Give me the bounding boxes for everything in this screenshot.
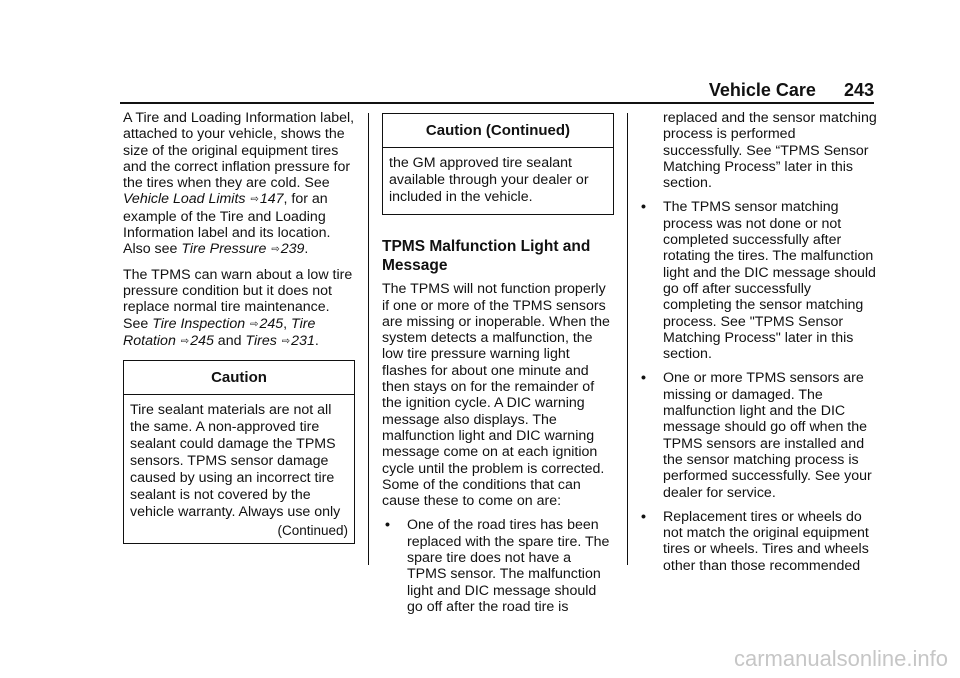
page-ref-arrow-icon: ⇨ — [281, 335, 291, 347]
bullet-list — [638, 199, 878, 574]
page-ref: 147 — [259, 191, 284, 208]
page-header — [709, 80, 874, 101]
bullet-icon: • — [641, 370, 646, 387]
column-3 — [638, 110, 878, 582]
caution-box — [123, 360, 355, 544]
column-2 — [382, 110, 614, 623]
link-tire-pressure[interactable]: Tire Pressure — [181, 241, 267, 258]
watermark: carmanualsonline.info — [733, 646, 948, 671]
column-1 — [123, 110, 355, 544]
page-ref-arrow-icon: ⇨ — [250, 194, 259, 206]
page-ref-arrow-icon: ⇨ — [250, 318, 259, 330]
caution-body: Tire sealant materials are not all the same. A non-approved tire sealant could damage the TPMS sensors. TPMS sensor damage caused by using an incorrect tire sealant is not covered by the vehicle warranty. Always use only (Continued) — [130, 402, 348, 539]
link-tire-inspection[interactable]: Tire Inspection — [152, 315, 246, 332]
bullet-icon: • — [641, 199, 646, 216]
bullet-icon: • — [641, 508, 646, 525]
link-tires[interactable]: Tires — [245, 332, 277, 349]
list-item-continued: replaced and the sensor matching process is performed successfully. See “TPMS Sensor Matching Process” later in this section. — [663, 110, 877, 192]
caution-title: Caution (Continued) — [383, 114, 613, 148]
page-ref: 245 — [259, 315, 284, 332]
list-item: • The TPMS sensor matching process was not done or not completed successfully after rotating the tires. The malfunction light and the DIC message should go off after successfully completing the sensor matching process. See "TPMS Sensor Matching Process" later in this section. — [641, 199, 876, 363]
paragraph: The TPMS can warn about a low tire pressure condition but it does not replace normal tire maintenance. See Tire Inspection ⇨245, Tire Rotation ⇨245 and Tires ⇨231. — [123, 266, 353, 349]
page-ref: 231 — [291, 332, 315, 349]
continued-label: (Continued) — [277, 523, 348, 539]
column-divider — [368, 113, 369, 565]
caution-box-continued — [382, 113, 614, 215]
list-item: • Replacement tires or wheels do not match the original equipment tires or wheels. Tires and wheels other than those recommended — [641, 508, 869, 574]
paragraph: A Tire and Loading Information label, attached to your vehicle, shows the size of the original equipment tires and the correct inflation pressure for the tires when they are cold. See Vehicle Load Limits ⇨147, for an example of the Tire and Loading Information label and its location. Also see Tire Pressure ⇨239. — [123, 110, 355, 258]
bullet-icon: • — [385, 517, 390, 534]
caution-body: the GM approved tire sealant available through your dealer or included in the vehicle. — [389, 155, 589, 206]
list-item: • One or more TPMS sensors are missing or damaged. The malfunction light and the DIC message should go off when the TPMS sensors are installed and the sensor matching process is performed successfully. See your dealer for service. — [641, 370, 872, 501]
section-title: Vehicle Care — [708, 80, 816, 100]
caution-title: Caution — [124, 361, 354, 395]
page-ref-arrow-icon: ⇨ — [180, 335, 190, 347]
list-item: • One of the road tires has been replaced with the spare tire. The spare tire does not have a TPMS sensor. The malfunction light and DIC message should go off after the road tire is — [385, 517, 610, 615]
page-number: 243 — [843, 80, 874, 100]
paragraph: The TPMS will not function properly if one or more of the TPMS sensors are missing or inoperable. When the system detects a malfunction, the low tire pressure warning light flashes for about one minute and then stays on for the remainder of the ignition cycle. A DIC warning message also displays. The malfunction light and DIC warning message come on at each ignition cycle until the problem is corrected. Some of the conditions that can cause these to come on are: — [382, 281, 610, 510]
link-tire-rotation[interactable]: Tire Rotation — [123, 315, 316, 349]
bullet-list — [382, 517, 614, 615]
header-rule — [120, 102, 874, 104]
column-divider — [627, 113, 628, 565]
page-ref: 239 — [280, 241, 305, 258]
page-ref: 245 — [190, 332, 214, 349]
link-vehicle-load-limits[interactable]: Vehicle Load Limits — [123, 191, 246, 208]
section-heading: TPMS Malfunction Light and Message — [382, 238, 591, 275]
page-ref-arrow-icon: ⇨ — [271, 244, 280, 256]
